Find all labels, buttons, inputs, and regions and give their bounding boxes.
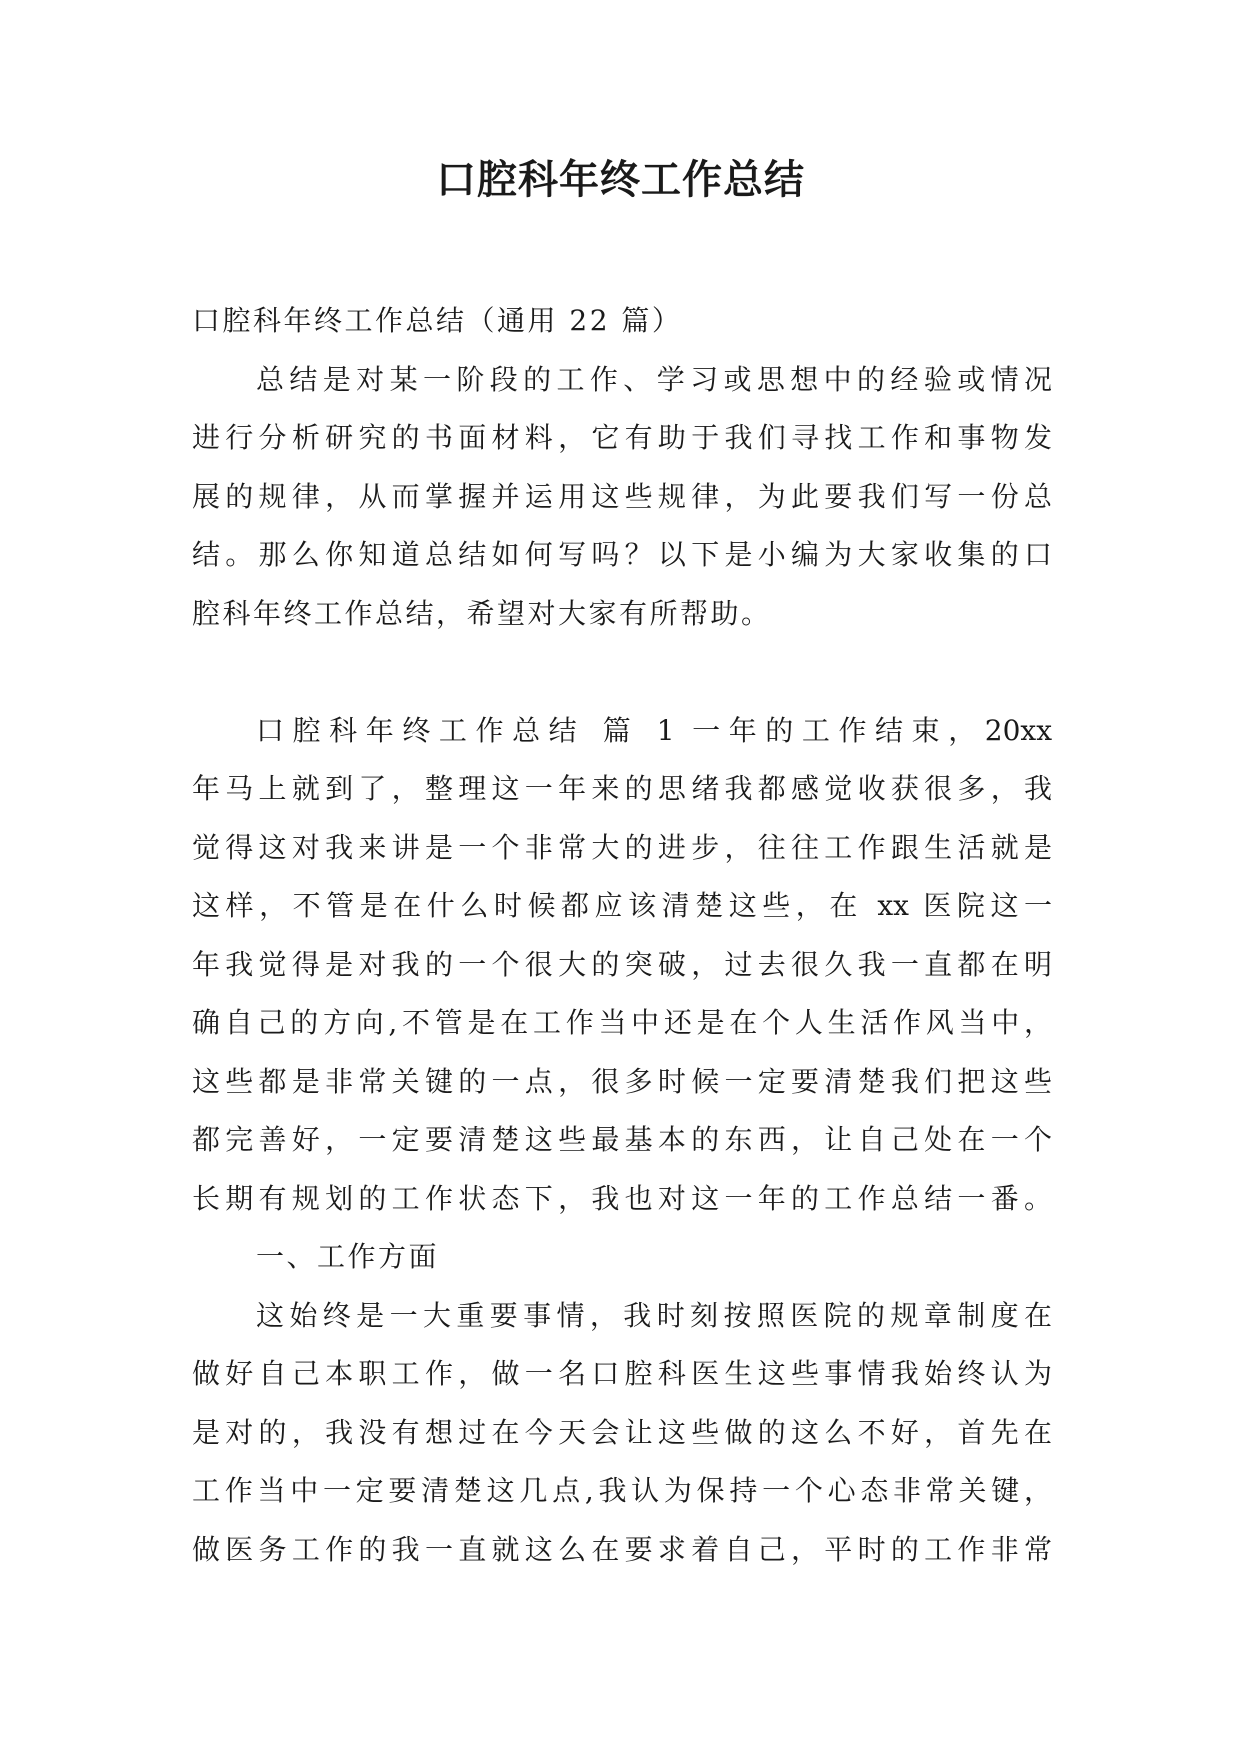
text-line: 年我觉得是对我的一个很大的突破，过去很久我一直都在明 [192, 947, 1052, 981]
text-line: 觉得这对我来讲是一个非常大的进步，往往工作跟生活就是 [192, 830, 1052, 864]
paragraph-gap [192, 643, 1052, 702]
text-line: 长期有规划的工作状态下，我也对这一年的工作总结一番。 [192, 1181, 1052, 1215]
text-line: 都完善好，一定要清楚这些最基本的东西，让自己处在一个 [192, 1123, 1052, 1156]
text-line: 展的规律，从而掌握并运用这些规律，为此要我们写一份总 [192, 479, 1052, 513]
text-line: 进行分析研究的书面材料，它有助于我们寻找工作和事物发 [192, 421, 1052, 454]
text-line: 这始终是一大重要事情，我时刻按照医院的规章制度在 [256, 1298, 1052, 1332]
text-line: 确自己的方向,不管是在工作当中还是在个人生活作风当中， [192, 1006, 1052, 1039]
text-line: 做好自己本职工作，做一名口腔科医生这些事情我始终认为 [192, 1357, 1052, 1390]
text-line: 口腔科年终工作总结（通用 22 篇） [192, 304, 683, 337]
text-line: 这样，不管是在什么时候都应该清楚这些，在 xx 医院这一 [192, 889, 1052, 922]
text-line: 总结是对某一阶段的工作、学习或思想中的经验或情况 [256, 362, 1052, 396]
document-title: 口腔科年终工作总结 [436, 157, 805, 203]
text-line: 是对的，我没有想过在今天会让这些做的这么不好，首先在 [192, 1415, 1052, 1449]
text-line: 口腔科年终工作总结 篇 1 一年的工作结束，20xx [256, 713, 1052, 747]
text-line: 这些都是非常关键的一点，很多时候一定要清楚我们把这些 [192, 1064, 1052, 1098]
text-line: 年马上就到了，整理这一年来的思绪我都感觉收获很多，我 [192, 772, 1052, 805]
document-body [192, 292, 1052, 1579]
text-line: 一、工作方面 [256, 1240, 440, 1273]
text-line: 腔科年终工作总结，希望对大家有所帮助。 [192, 596, 772, 630]
text-line: 做医务工作的我一直就这么在要求着自己，平时的工作非常 [192, 1532, 1052, 1566]
text-line: 结。那么你知道总结如何写吗？以下是小编为大家收集的口 [192, 538, 1052, 571]
text-line: 工作当中一定要清楚这几点,我认为保持一个心态非常关键， [192, 1474, 1052, 1507]
